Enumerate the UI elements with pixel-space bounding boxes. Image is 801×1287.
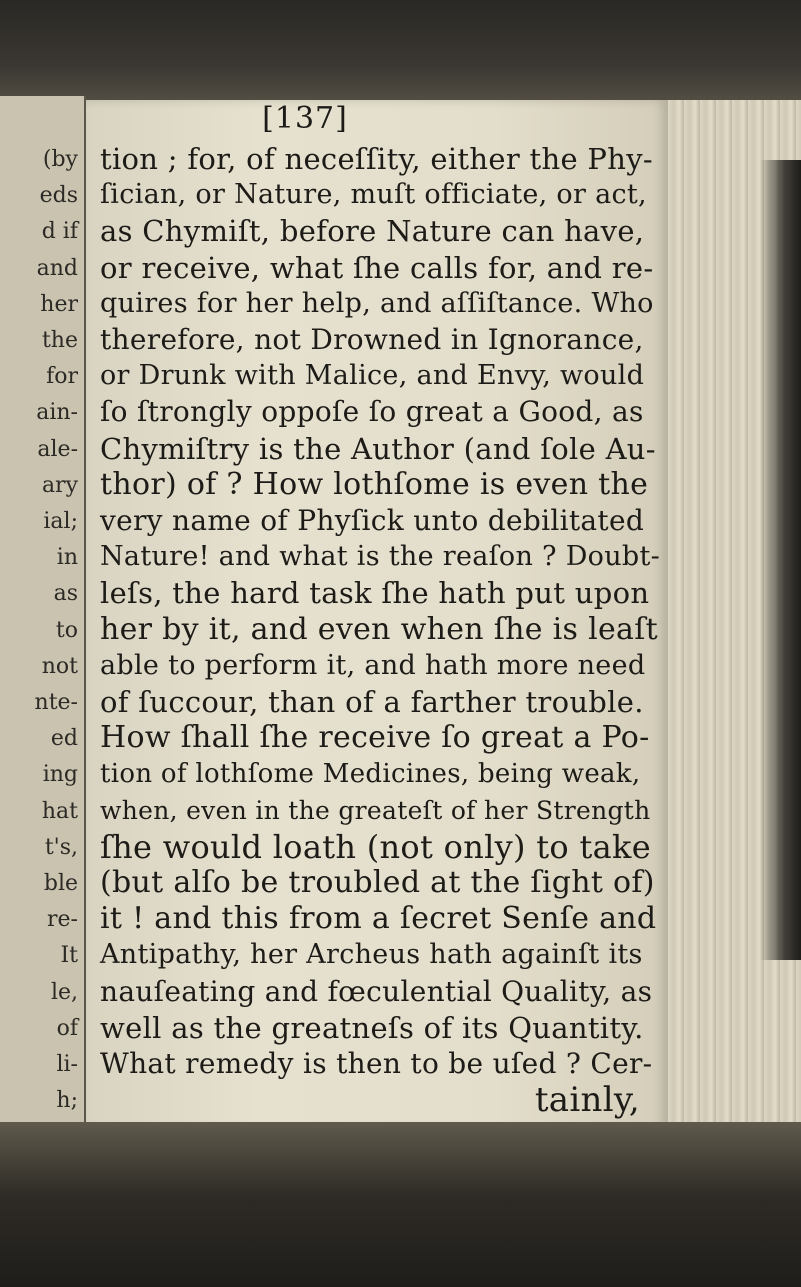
text-line: tion ; for, of neceſſity, either the Phy-: [100, 142, 653, 176]
facing-fragment: h;: [56, 1088, 78, 1114]
facing-fragment: ed: [50, 726, 78, 752]
text-line: ſician, or Nature, muſt officiate, or act,: [100, 179, 647, 211]
facing-fragment: ale-: [37, 436, 78, 462]
text-line: able to perform it, and hath more need: [100, 649, 646, 681]
facing-fragment: to: [55, 617, 78, 643]
facing-fragment: d if: [41, 219, 78, 245]
facing-fragment: in: [56, 545, 78, 571]
right-shadow: [760, 160, 801, 960]
text-line: Antipathy, her Archeus hath againſt its: [100, 939, 643, 971]
facing-fragment: ble: [43, 871, 78, 896]
facing-fragment: ary: [41, 472, 78, 498]
facing-fragment: her: [40, 291, 78, 317]
text-line: quires for her help, and aſſiſtance. Who: [100, 287, 654, 319]
text-line: Nature! and what is the reaſon ? Doubt-: [100, 541, 661, 573]
facing-fragment: as: [53, 581, 78, 607]
text-line: Chymiſtry is the Author (and ſole Au-: [100, 431, 656, 466]
facing-fragment: the: [41, 328, 78, 353]
text-line: ſhe would loath (not only) to take: [100, 827, 651, 866]
text-line: leſs, the hard task ſhe hath put upon: [100, 576, 650, 611]
facing-fragment: ing: [42, 762, 78, 788]
text-line: How ſhall ſhe receive ſo great a Po-: [100, 720, 650, 756]
facing-fragment: re-: [47, 907, 78, 933]
text-line: of ſuccour, than of a farther trouble.: [100, 685, 644, 719]
text-line: tainly,: [534, 1080, 640, 1121]
facing-fragment: ial;: [43, 509, 78, 534]
facing-fragment: It: [60, 943, 78, 969]
text-line: tion of lothſome Medicines, being weak,: [100, 759, 641, 790]
text-line: nauſeating and fœculential Quality, as: [100, 974, 653, 1008]
page-number: [137]: [262, 101, 348, 136]
text-line: well as the greatneſs of its Quantity.: [100, 1010, 644, 1045]
facing-fragment: of: [56, 1015, 78, 1041]
photo-bottom-background: [0, 1122, 801, 1287]
text-line: as Chymiſt, before Nature can have,: [100, 214, 645, 249]
text-line: or Drunk with Malice, and Envy, would: [100, 360, 645, 392]
facing-fragment: le,: [50, 979, 78, 1005]
facing-fragment: and: [36, 255, 78, 281]
text-line: thor) of ? How lothſome is even the: [100, 466, 649, 502]
facing-fragment: ain-: [36, 400, 78, 426]
text-line: her by it, and even when ſhe is leaſt: [100, 611, 658, 647]
facing-fragment: li-: [56, 1052, 78, 1077]
facing-fragment: (by: [42, 147, 78, 172]
facing-fragment: t's,: [44, 834, 78, 860]
text-line: ſo ſtrongly oppoſe ſo great a Good, as: [100, 395, 644, 429]
text-line: or receive, what ſhe calls for, and re-: [100, 250, 654, 285]
facing-fragment: hat: [41, 798, 78, 824]
facing-fragment: for: [46, 364, 78, 390]
facing-fragment: eds: [39, 183, 78, 209]
text-line: it ! and this from a ſecret Senſe and: [100, 901, 657, 937]
book-page: [86, 100, 668, 1130]
text-line: when, even in the greateſt of her Strength: [100, 795, 651, 825]
text-line: What remedy is then to be uſed ? Cer-: [100, 1047, 653, 1080]
photo-top-background: [0, 0, 801, 112]
facing-fragment: not: [41, 653, 78, 679]
facing-fragment: nte-: [34, 690, 78, 715]
text-line: (but alſo be troubled at the ſight of): [100, 865, 655, 900]
text-line: very name of Phyſick unto debilitated: [100, 504, 645, 537]
text-line: therefore, not Drowned in Ignorance,: [100, 323, 644, 356]
facing-page-edge: [0, 96, 86, 1136]
